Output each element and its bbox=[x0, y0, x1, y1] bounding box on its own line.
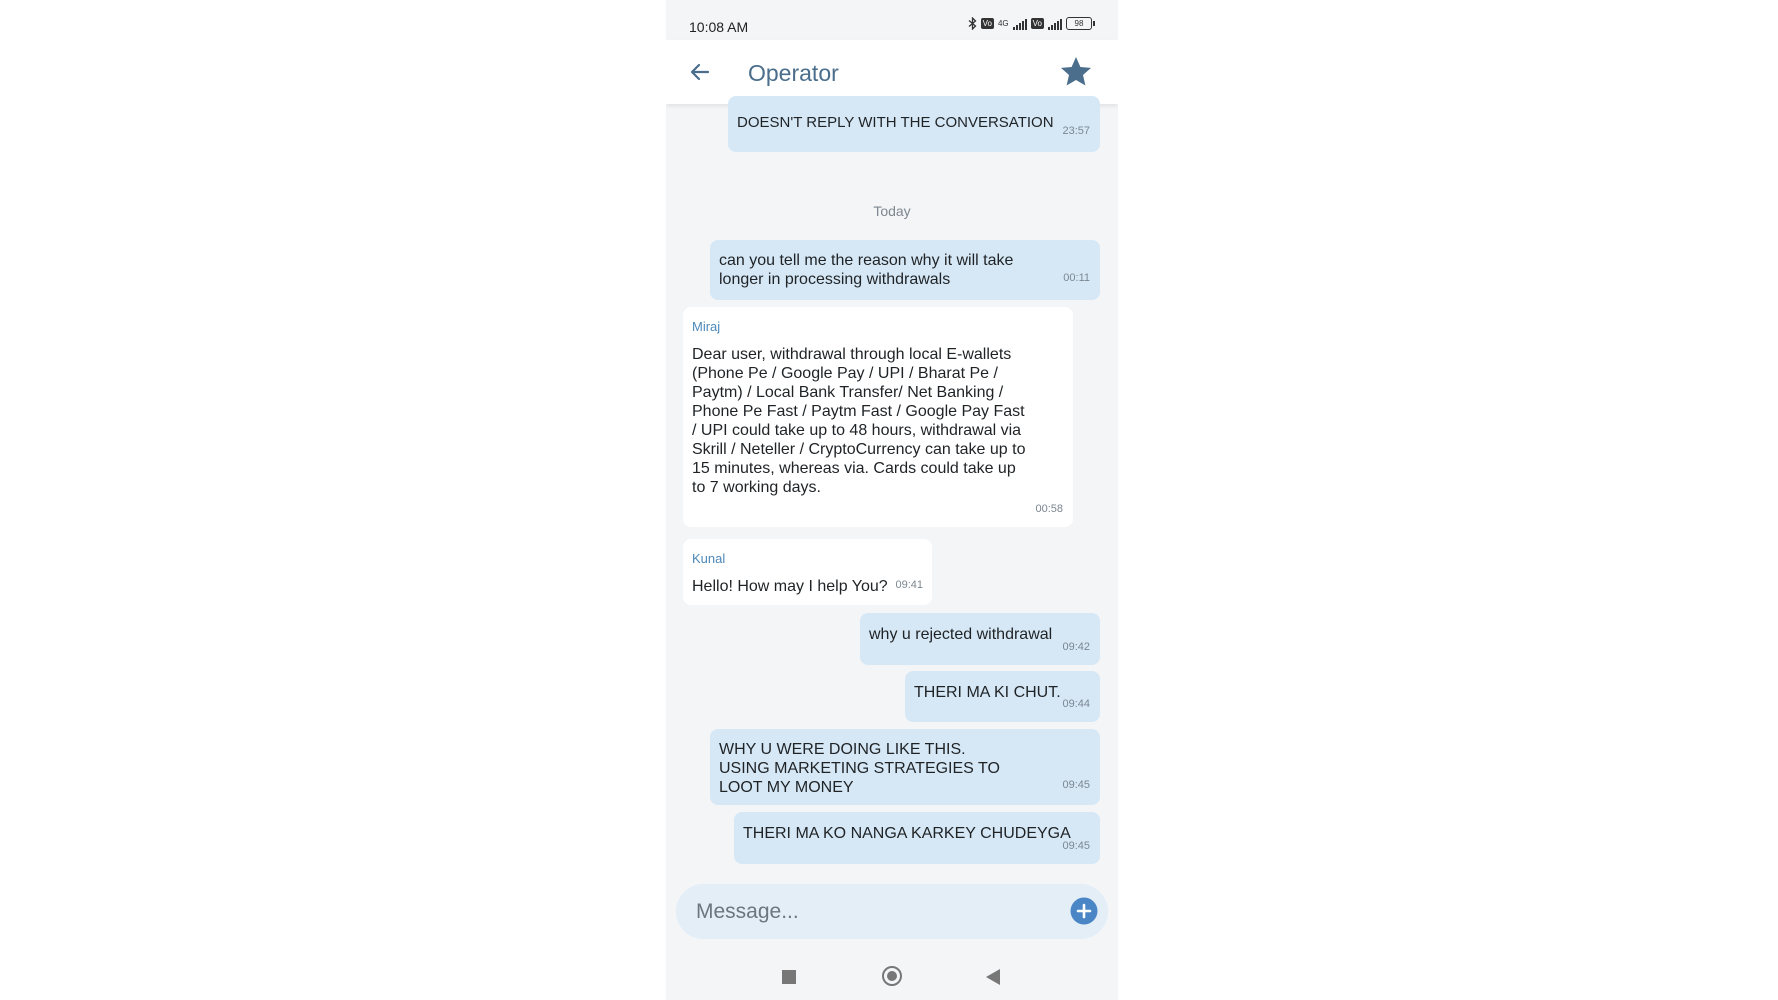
message-time: 00:58 bbox=[1035, 503, 1063, 515]
signal-icon-sim1 bbox=[1013, 18, 1027, 30]
message-bubble-outgoing[interactable] bbox=[710, 729, 1100, 805]
message-time: 00:11 bbox=[1063, 272, 1090, 284]
signal-icon-sim2 bbox=[1048, 18, 1062, 30]
message-text: why u rejected withdrawal bbox=[869, 626, 1053, 643]
message-bubble-incoming[interactable] bbox=[683, 539, 932, 605]
network-4g-label: 4G bbox=[997, 19, 1009, 28]
home-button[interactable] bbox=[882, 966, 902, 986]
bluetooth-icon bbox=[968, 17, 977, 30]
chat-header bbox=[666, 40, 1118, 104]
message-time: 23:57 bbox=[1062, 125, 1090, 137]
back-button[interactable] bbox=[986, 969, 1000, 985]
message-text: can you tell me the reason why it will take longer in processing withdrawals bbox=[719, 252, 1014, 288]
message-bubble-incoming[interactable] bbox=[683, 307, 1073, 527]
recent-apps-button[interactable] bbox=[782, 970, 796, 984]
message-composer bbox=[676, 884, 1108, 939]
message-bubble-outgoing[interactable] bbox=[710, 240, 1100, 300]
message-time: 09:44 bbox=[1062, 698, 1090, 710]
page-title: Operator bbox=[748, 60, 839, 86]
system-navigation-bar bbox=[666, 948, 1118, 1000]
message-text: THERI MA KI CHUT. bbox=[914, 684, 1061, 701]
message-bubble-outgoing[interactable] bbox=[728, 96, 1100, 152]
message-bubble-outgoing[interactable] bbox=[734, 812, 1100, 864]
message-text: THERI MA KO NANGA KARKEY CHUDEYGA bbox=[743, 825, 1071, 842]
arrow-left-icon[interactable] bbox=[686, 58, 714, 86]
day-separator: Today bbox=[873, 203, 911, 219]
message-text: WHY U WERE DOING LIKE THIS. USING MARKETING STRATEGIES TO LOOT MY MONEY bbox=[719, 741, 1000, 796]
message-time: 09:45 bbox=[1062, 779, 1090, 791]
sim2-volte-badge: Vo bbox=[1032, 19, 1042, 28]
battery-icon bbox=[1066, 17, 1092, 30]
battery-level: 98 bbox=[1074, 19, 1084, 28]
message-sender: Kunal bbox=[692, 551, 726, 566]
message-text: Hello! How may I help You? bbox=[692, 578, 888, 595]
status-icons bbox=[968, 17, 1092, 30]
status-bar bbox=[666, 0, 1118, 40]
message-text: Dear user, withdrawal through local E-wallets (Phone Pe / Google Pay / UPI / Bharat Pe / Paytm) / Local Bank Transfer/ Net Banking / Phone Pe Fast / Paytm Fast / Google Pay Fast / UPI could take up to 48 hours, withdrawal via Skrill / Neteller / CryptoCurrency can take up to 15 minutes, whereas via. Cards could take up to 7 working days. bbox=[692, 346, 1026, 496]
message-sender: Miraj bbox=[692, 319, 721, 334]
message-time: 09:45 bbox=[1062, 840, 1090, 852]
message-text: DOESN'T REPLY WITH THE CONVERSATION bbox=[737, 114, 1054, 131]
message-time: 09:42 bbox=[1062, 641, 1090, 653]
message-bubble-outgoing[interactable] bbox=[860, 613, 1100, 665]
message-bubble-outgoing[interactable] bbox=[905, 671, 1100, 722]
status-time: 10:08 AM bbox=[689, 19, 749, 35]
star-icon[interactable] bbox=[1059, 55, 1093, 89]
plus-icon[interactable] bbox=[1070, 897, 1098, 925]
phone-screen bbox=[666, 0, 1118, 1000]
message-time: 09:41 bbox=[895, 579, 923, 591]
sim1-volte-badge: Vo bbox=[982, 19, 992, 28]
message-input[interactable] bbox=[694, 892, 1048, 932]
